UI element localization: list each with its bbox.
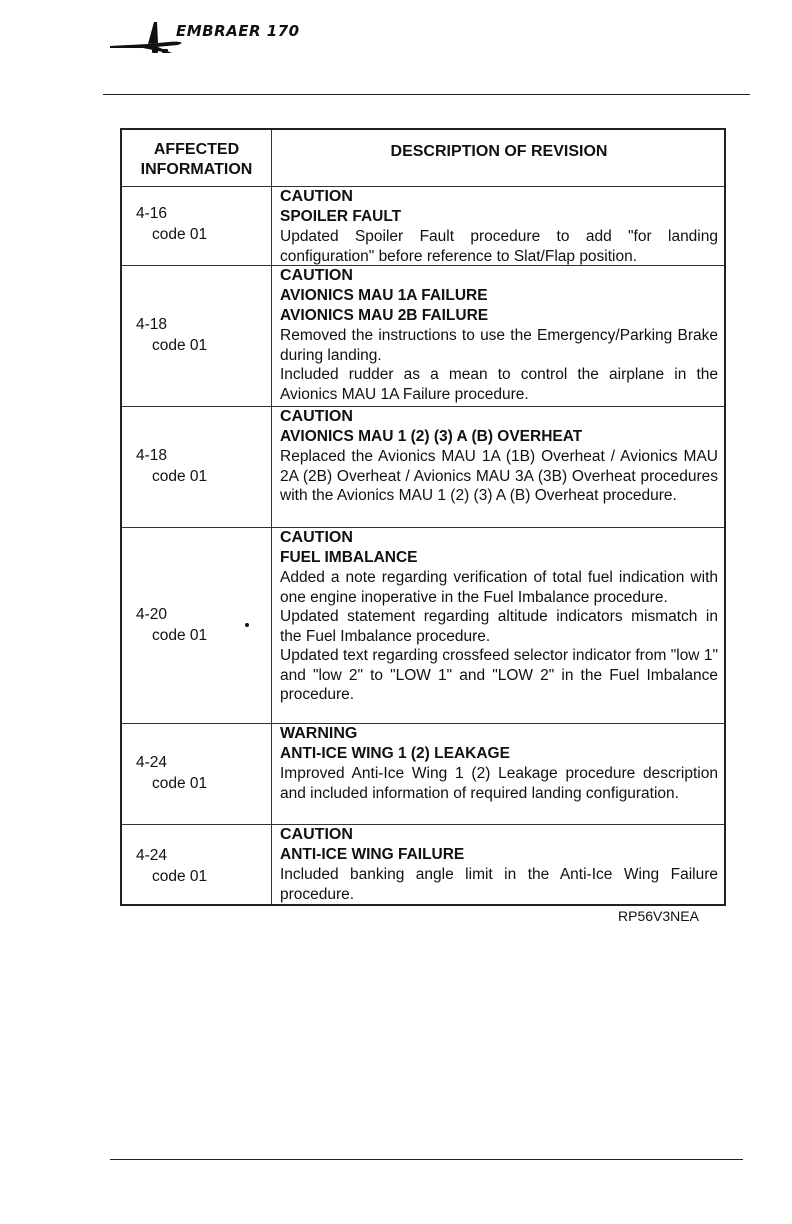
page-code: code 01 bbox=[152, 226, 208, 243]
page-code: code 01 bbox=[152, 337, 208, 354]
procedure-title: AVIONICS MAU 1 (2) (3) A (B) OVERHEAT bbox=[280, 428, 583, 445]
table-row bbox=[122, 824, 724, 904]
header-divider bbox=[103, 94, 750, 95]
embraer-logo bbox=[108, 20, 328, 60]
page-code: code 01 bbox=[152, 627, 208, 644]
reference-code: RP56V3NEA bbox=[618, 908, 699, 924]
table-row bbox=[122, 527, 724, 723]
revision-description: Included rudder as a mean to control the airplane in the Avionics MAU 1A Failure procedure. bbox=[280, 366, 718, 403]
procedure-title: ANTI-ICE WING 1 (2) LEAKAGE bbox=[280, 745, 510, 762]
affected-header-line1: AFFECTED bbox=[153, 141, 240, 158]
table-row bbox=[122, 186, 724, 265]
page-number: 4-18 bbox=[136, 447, 168, 464]
page-code: code 01 bbox=[152, 868, 208, 885]
footer-divider bbox=[110, 1159, 743, 1160]
revision-description: Added a note regarding verification of total fuel indication with one engine inoperative in the Fuel Imbalance procedure. bbox=[280, 569, 718, 606]
revision-description: Included banking angle limit in the Anti-Ice Wing Failure procedure. bbox=[280, 866, 718, 903]
procedure-title: ANTI-ICE WING FAILURE bbox=[280, 846, 465, 863]
table-header-row bbox=[122, 130, 724, 186]
notice-type: CAUTION bbox=[280, 408, 353, 425]
page-code: code 01 bbox=[152, 775, 208, 792]
notice-type: WARNING bbox=[280, 725, 358, 742]
table-row bbox=[122, 406, 724, 527]
page-number: 4-20 bbox=[136, 606, 168, 623]
notice-type: CAUTION bbox=[280, 826, 353, 843]
notice-type: CAUTION bbox=[280, 529, 353, 546]
page-number: 4-24 bbox=[136, 754, 168, 771]
revision-description: Removed the instructions to use the Emergency/Parking Brake during landing. bbox=[280, 327, 718, 364]
notice-type: CAUTION bbox=[280, 188, 353, 205]
description-header: DESCRIPTION OF REVISION bbox=[390, 143, 608, 160]
procedure-title: AVIONICS MAU 1A FAILURE bbox=[280, 287, 488, 304]
revision-description: Replaced the Avionics MAU 1A (1B) Overheat / Avionics MAU 2A (2B) Overheat / Avionics MAU 3A (3B) Overheat procedures with the Avionics MAU 1 (2) (3) A (B) Overheat procedure. bbox=[280, 448, 718, 504]
page-number: 4-24 bbox=[136, 847, 168, 864]
revision-description: Improved Anti-Ice Wing 1 (2) Leakage procedure description and included information of required landing configuration. bbox=[280, 765, 718, 802]
stray-dot bbox=[245, 623, 249, 627]
notice-type: CAUTION bbox=[280, 267, 353, 284]
page-number: 4-18 bbox=[136, 316, 168, 333]
procedure-title: AVIONICS MAU 2B FAILURE bbox=[280, 307, 489, 324]
logo-text: EMBRAER 170 bbox=[176, 22, 300, 40]
affected-header-line2: INFORMATION bbox=[140, 161, 253, 178]
revision-description: Updated text regarding crossfeed selector indicator from "low 1" and "low 2" to "LOW 1" and "LOW 2" in the Fuel Imbalance procedure. bbox=[280, 647, 718, 703]
table-row bbox=[122, 265, 724, 406]
revision-description: Updated statement regarding altitude indicators mismatch in the Fuel Imbalance procedure. bbox=[280, 608, 718, 645]
page-code: code 01 bbox=[152, 468, 208, 485]
procedure-title: SPOILER FAULT bbox=[280, 208, 402, 225]
page-number: 4-16 bbox=[136, 205, 168, 222]
revision-description: Updated Spoiler Fault procedure to add "for landing configuration" before reference to Slat/Flap position. bbox=[280, 228, 718, 265]
procedure-title: FUEL IMBALANCE bbox=[280, 549, 418, 566]
affected-information-header bbox=[122, 130, 272, 186]
revision-table bbox=[120, 128, 726, 906]
table-row bbox=[122, 723, 724, 824]
